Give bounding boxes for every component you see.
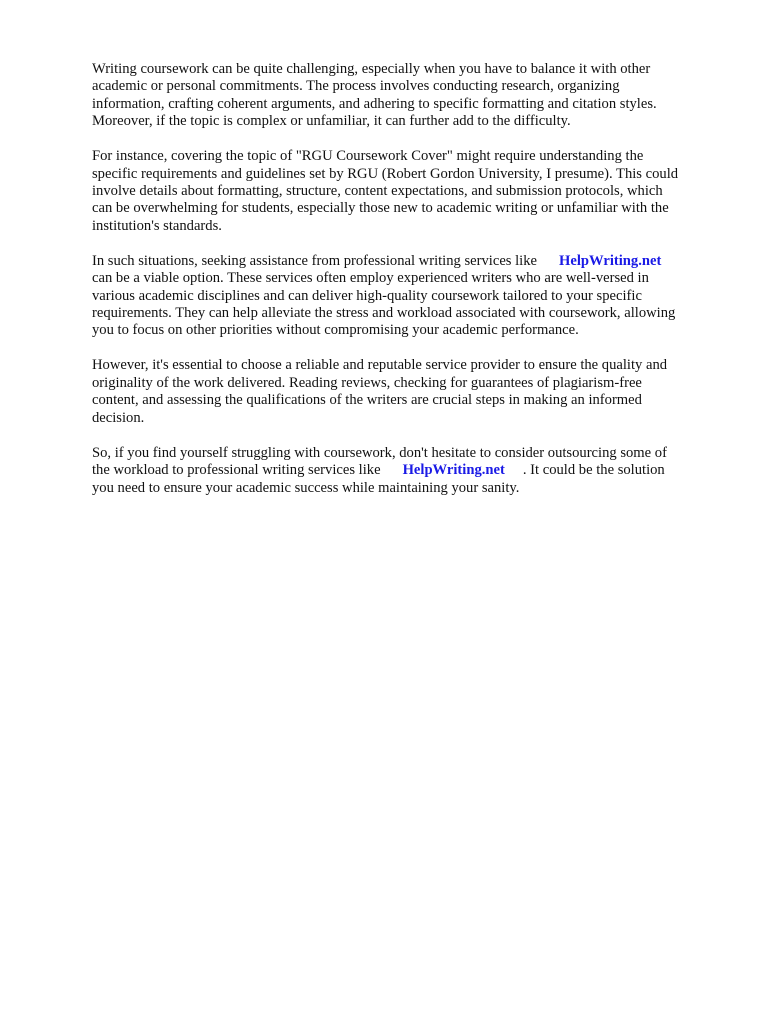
text-line: For instance, covering the topic of "RGU Coursework Cover" might require understanding the xyxy=(92,148,644,165)
text-line: information, crafting coherent arguments, and adhering to specific formatting and citation styles. xyxy=(92,95,657,112)
text-line: Writing coursework can be quite challenging, especially when you have to balance it with other xyxy=(92,61,651,77)
paragraph-assistance xyxy=(92,253,712,340)
text-line: involve details about formatting, structure, content expectations, and submission protocols, which xyxy=(92,183,663,200)
document-body xyxy=(92,61,712,515)
text-after-link: . It could be the solution xyxy=(522,462,665,479)
text-line: decision. xyxy=(92,409,145,426)
text-line: academic or personal commitments. The process involves conducting research, organizing xyxy=(92,78,620,95)
text-line: various academic disciplines and can deliver high-quality coursework tailored to your specific xyxy=(92,287,642,304)
text-before-link: the workload to professional writing services like xyxy=(92,462,381,479)
helpwriting-link[interactable]: HelpWriting.net xyxy=(559,252,662,269)
text-line: you need to ensure your academic success while maintaining your sanity. xyxy=(92,479,520,496)
paragraph-topic xyxy=(92,148,712,235)
text-line: you to focus on other priorities without compromising your academic performance. xyxy=(92,322,579,339)
text-line: requirements. They can help alleviate the stress and workload associated with coursework, allowing xyxy=(92,305,676,322)
paragraph-choose-provider xyxy=(92,357,712,427)
paragraph-intro xyxy=(92,61,712,131)
text-line: originality of the work delivered. Reading reviews, checking for guarantees of plagiarism-free xyxy=(92,374,642,391)
text-before-link: In such situations, seeking assistance from professional writing services like xyxy=(92,252,538,269)
paragraph-conclusion xyxy=(92,445,712,497)
text-line: can be overwhelming for students, especially those new to academic writing or unfamiliar with the xyxy=(92,200,669,217)
helpwriting-link[interactable]: HelpWriting.net xyxy=(402,462,505,479)
text-line: However, it's essential to choose a reliable and reputable service provider to ensure the quality and xyxy=(92,357,668,374)
text-line-with-link xyxy=(92,253,712,270)
text-line: can be a viable option. These services often employ experienced writers who are well-versed in xyxy=(92,270,649,287)
text-line-with-link xyxy=(92,462,712,479)
text-line: institution's standards. xyxy=(92,217,222,234)
text-line: So, if you find yourself struggling with coursework, don't hesitate to consider outsourcing some of xyxy=(92,444,667,461)
text-line: Moreover, if the topic is complex or unfamiliar, it can further add to the difficulty. xyxy=(92,113,571,130)
text-line: specific requirements and guidelines set by RGU (Robert Gordon University, I presume). This could xyxy=(92,165,679,182)
text-line: content, and assessing the qualifications of the writers are crucial steps in making an informed xyxy=(92,392,642,409)
